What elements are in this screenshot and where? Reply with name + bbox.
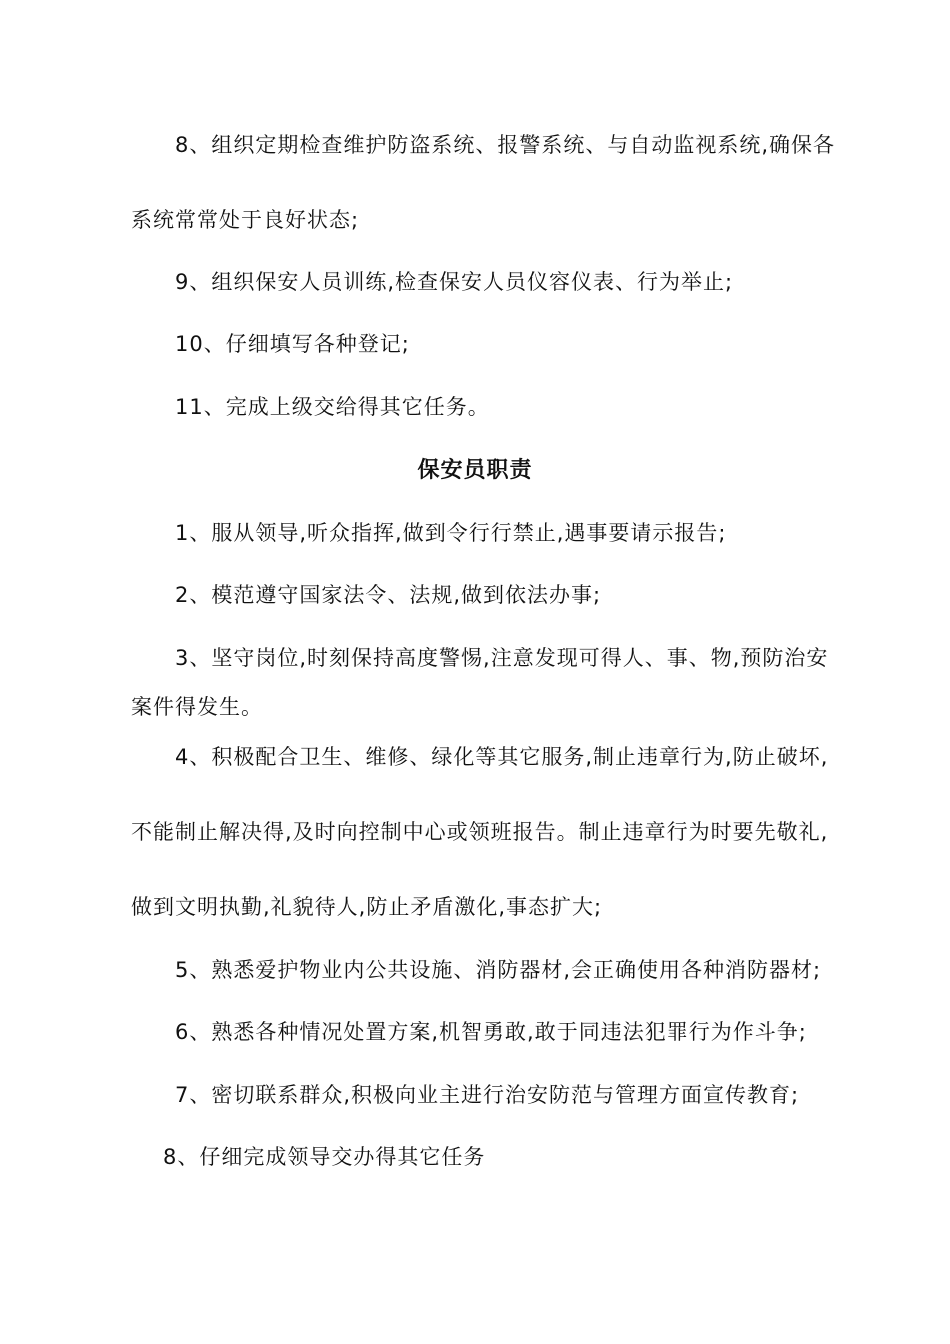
duty-line: 1、服从领导,听众指挥,做到令行行禁止,遇事要请示报告; xyxy=(175,521,727,545)
paragraph-line: 8、组织定期检查维护防盗系统、报警系统、与自动监视系统,确保各 xyxy=(175,133,836,157)
duty-line: 3、坚守岗位,时刻保持高度警惕,注意发现可得人、事、物,预防治安 xyxy=(175,646,829,670)
duty-line: 5、熟悉爱护物业内公共设施、消防器材,会正确使用各种消防器材; xyxy=(175,958,822,982)
paragraph-line: 11、完成上级交给得其它任务。 xyxy=(175,395,490,419)
paragraph-line: 9、组织保安人员训练,检查保安人员仪容仪表、行为举止; xyxy=(175,270,734,294)
duty-line: 7、密切联系群众,积极向业主进行治安防范与管理方面宣传教育; xyxy=(175,1083,800,1107)
duty-line: 案件得发生。 xyxy=(131,695,263,719)
paragraph-line: 10、仔细填写各种登记; xyxy=(175,332,410,356)
duty-line: 6、熟悉各种情况处置方案,机智勇敢,敢于同违法犯罪行为作斗争; xyxy=(175,1020,807,1044)
duty-line: 4、积极配合卫生、维修、绿化等其它服务,制止违章行为,防止破坏, xyxy=(175,745,829,769)
duty-line: 不能制止解决得,及时向控制中心或领班报告。制止违章行为时要先敬礼, xyxy=(131,820,829,844)
paragraph-line: 系统常常处于良好状态; xyxy=(131,208,360,232)
duty-line: 2、模范遵守国家法令、法规,做到依法办事; xyxy=(175,583,602,607)
section-title: 保安员职责 xyxy=(417,458,533,483)
duty-line: 8、仔细完成领导交办得其它任务 xyxy=(163,1145,486,1169)
duty-line: 做到文明执勤,礼貌待人,防止矛盾激化,事态扩大; xyxy=(131,895,603,919)
